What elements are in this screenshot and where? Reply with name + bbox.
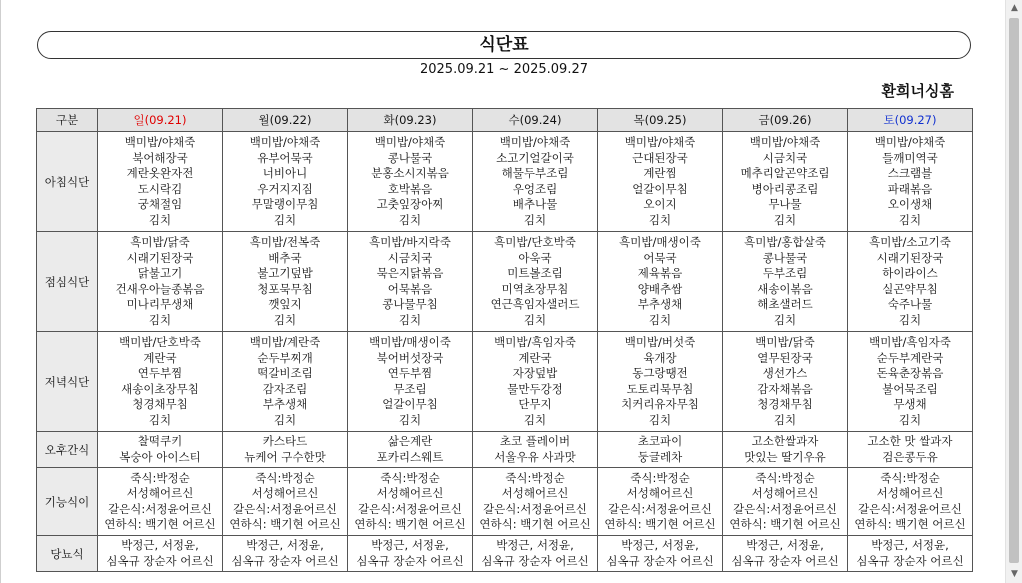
- meal-row-label: 오후간식: [37, 432, 98, 468]
- menu-item: 연하식: 백기현 어르신: [854, 517, 966, 531]
- meal-row: [37, 432, 973, 468]
- meal-cell: [848, 536, 973, 572]
- menu-item: 우거지지짐: [257, 181, 313, 196]
- menu-item: 청포묵무침: [257, 281, 313, 296]
- meal-cell: [348, 132, 473, 232]
- meal-row: [37, 332, 973, 432]
- menu-item: 김치: [398, 412, 422, 427]
- menu-item: 죽식:박정순: [505, 470, 565, 485]
- scroll-thumb[interactable]: [1009, 18, 1019, 563]
- menu-item: 오이생채: [887, 197, 933, 211]
- meal-cell: [598, 232, 723, 332]
- menu-item: 들깨미역국: [882, 150, 938, 165]
- meal-row: [37, 232, 973, 332]
- menu-item: 시금치국: [387, 250, 433, 265]
- menu-item: 어묵볶음: [387, 281, 433, 296]
- menu-item: 백미밥/야채죽: [749, 135, 821, 149]
- menu-item: 박정근, 서정윤,: [121, 538, 199, 552]
- meal-cell: [223, 468, 348, 536]
- menu-item: 무조림: [393, 381, 427, 396]
- menu-item: 김치: [523, 212, 547, 227]
- menu-item: 김치: [648, 312, 672, 327]
- menu-item: 갈은식:서정윤어르신: [733, 501, 837, 516]
- meal-row: [37, 468, 973, 536]
- menu-item: 연하식: 백기현 어르신: [604, 517, 716, 531]
- meal-cell: [723, 232, 848, 332]
- day-header: 금(09.26): [723, 109, 848, 132]
- menu-item: 병아리콩조림: [751, 181, 819, 196]
- menu-item: 도토리묵무침: [626, 381, 694, 396]
- menu-item: 카스타드: [262, 434, 308, 448]
- menu-item: 무나물: [768, 197, 802, 211]
- meal-cell: [98, 536, 223, 572]
- menu-item: 김치: [398, 312, 422, 327]
- menu-item: 떡갈비조림: [257, 366, 313, 380]
- menu-item: 맛있는 딸기우유: [744, 449, 826, 464]
- meal-cell: [348, 536, 473, 572]
- meal-cell: [223, 132, 348, 232]
- menu-item: 메추리알곤약조림: [740, 166, 830, 180]
- menu-item: 콩나물국: [762, 250, 808, 265]
- menu-item: 계란국: [143, 350, 177, 365]
- menu-item: 순두부찌개: [257, 350, 313, 365]
- menu-item: 서성해어르신: [501, 486, 569, 500]
- menu-item: 죽식:박정순: [130, 470, 190, 485]
- menu-item: 심옥규 장순자 어르신: [731, 553, 839, 568]
- menu-item: 둥글레차: [637, 449, 683, 464]
- menu-item: 고소한 맛 쌀과자: [867, 434, 953, 448]
- meal-row-label: 기능식이: [37, 468, 98, 536]
- menu-item: 우엉조림: [512, 181, 558, 196]
- menu-item: 심옥규 장순자 어르신: [481, 553, 589, 568]
- menu-item: 백미밥/매생이죽: [369, 335, 451, 349]
- date-range: 2025.09.21 ~ 2025.09.27: [419, 62, 589, 77]
- menu-item: 김치: [773, 412, 797, 427]
- menu-item: 죽식:박정순: [880, 470, 940, 485]
- menu-item: 하이라이스: [882, 266, 938, 280]
- menu-item: 육개장: [643, 350, 677, 365]
- menu-item: 고소한쌀과자: [751, 434, 819, 448]
- menu-item: 김치: [773, 312, 797, 327]
- meal-cell: [223, 536, 348, 572]
- menu-item: 죽식:박정순: [255, 470, 315, 485]
- menu-item: 숙주나물: [887, 297, 933, 311]
- menu-item: 감자조림: [262, 381, 308, 396]
- menu-item: 박정근, 서정윤,: [371, 538, 449, 552]
- meal-row-label: 점심식단: [37, 232, 98, 332]
- menu-item: 갈은식:서정윤어르신: [483, 501, 587, 516]
- menu-item: 흑미밥/홍합살죽: [744, 235, 826, 249]
- menu-item: 청경채무침: [132, 397, 188, 411]
- menu-item: 김치: [148, 212, 172, 227]
- meal-row: [37, 536, 973, 572]
- meal-cell: [223, 332, 348, 432]
- menu-item: 박정근, 서정윤,: [621, 538, 699, 552]
- menu-item: 궁채절임: [137, 197, 183, 211]
- menu-item: 해초샐러드: [757, 297, 813, 311]
- meal-cell: [98, 232, 223, 332]
- meal-cell: [348, 332, 473, 432]
- menu-item: 초코 플레이버: [499, 434, 571, 448]
- menu-item: 심옥규 장순자 어르신: [231, 553, 339, 568]
- menu-item: 심옥규 장순자 어르신: [606, 553, 714, 568]
- meal-cell: [98, 468, 223, 536]
- menu-item: 유부어묵국: [257, 150, 313, 165]
- meal-cell: [473, 332, 598, 432]
- menu-item: 부추생채: [637, 297, 683, 311]
- menu-item: 갈은식:서정윤어르신: [858, 501, 962, 516]
- menu-item: 계란국: [518, 350, 552, 365]
- meal-cell: [723, 468, 848, 536]
- meal-cell: [848, 332, 973, 432]
- menu-item: 콩나물무침: [382, 297, 438, 311]
- menu-item: 김치: [148, 412, 172, 427]
- menu-item: 검은콩두유: [882, 449, 938, 464]
- menu-item: 뉴케어 구수한맛: [244, 449, 326, 464]
- meal-cell: [348, 232, 473, 332]
- meal-row: [37, 132, 973, 232]
- meal-cell: [598, 536, 723, 572]
- menu-item: 미트볼조림: [507, 266, 563, 280]
- menu-item: 김치: [648, 212, 672, 227]
- meal-cell: [473, 536, 598, 572]
- meal-cell: [598, 432, 723, 468]
- menu-item: 얼갈이무침: [632, 181, 688, 196]
- menu-item: 백미밥/야채죽: [124, 135, 196, 149]
- menu-item: 연하식: 백기현 어르신: [479, 517, 591, 531]
- menu-item: 흑미밥/단호박죽: [494, 235, 576, 249]
- table-header-row: [37, 109, 973, 132]
- menu-item: 오이지: [643, 197, 677, 211]
- menu-item: 갈은식:서정윤어르신: [108, 501, 212, 516]
- menu-item: 심옥규 장순자 어르신: [856, 553, 964, 568]
- menu-item: 깻잎지: [268, 297, 302, 311]
- menu-item: 김치: [523, 412, 547, 427]
- meal-cell: [473, 132, 598, 232]
- menu-item: 스크램블: [887, 166, 933, 180]
- menu-item: 시금치국: [762, 150, 808, 165]
- menu-item: 김치: [273, 312, 297, 327]
- menu-title: 식단표: [37, 31, 971, 59]
- menu-item: 박정근, 서정윤,: [746, 538, 824, 552]
- menu-item: 갈은식:서정윤어르신: [358, 501, 462, 516]
- meal-cell: [473, 432, 598, 468]
- menu-item: 죽식:박정순: [630, 470, 690, 485]
- menu-item: 도시락김: [137, 181, 183, 196]
- menu-item: 김치: [523, 312, 547, 327]
- menu-item: 흑미밥/닭죽: [130, 235, 190, 249]
- menu-item: 두부조림: [762, 266, 808, 280]
- menu-item: 물만두강정: [507, 381, 563, 396]
- menu-item: 시래기된장국: [876, 250, 944, 265]
- meal-cell: [598, 332, 723, 432]
- meal-row-label: 저녁식단: [37, 332, 98, 432]
- menu-item: 호박볶음: [387, 181, 433, 196]
- meal-cell: [848, 232, 973, 332]
- menu-item: 제육볶음: [637, 266, 683, 280]
- menu-item: 양배추쌈: [637, 281, 683, 296]
- menu-item: 연하식: 백기현 어르신: [354, 517, 466, 531]
- menu-item: 백미밥/야채죽: [499, 135, 571, 149]
- menu-item: 동그랑땡전: [632, 366, 688, 380]
- meal-cell: [723, 132, 848, 232]
- menu-item: 실곤약무침: [882, 281, 938, 296]
- meal-cell: [848, 132, 973, 232]
- menu-item: 백미밥/야채죽: [249, 135, 321, 149]
- meal-cell: [723, 432, 848, 468]
- meal-cell: [98, 432, 223, 468]
- menu-item: 연근흑임자샐러드: [490, 297, 580, 311]
- menu-item: 김치: [273, 412, 297, 427]
- menu-item: 얼갈이무침: [382, 397, 438, 411]
- meal-cell: [848, 468, 973, 536]
- day-header: 화(09.23): [348, 109, 473, 132]
- day-header: 수(09.24): [473, 109, 598, 132]
- menu-item: 죽식:박정순: [380, 470, 440, 485]
- menu-item: 너비아니: [262, 166, 308, 180]
- menu-item: 묵은지닭볶음: [376, 266, 444, 280]
- menu-item: 배추국: [268, 250, 302, 265]
- menu-item: 돈육춘장볶음: [876, 366, 944, 380]
- menu-item: 흑미밥/바지락죽: [369, 235, 451, 249]
- menu-item: 서성해어르신: [876, 486, 944, 500]
- menu-item: 북어해장국: [132, 150, 188, 165]
- menu-item: 죽식:박정순: [755, 470, 815, 485]
- menu-item: 단무지: [518, 397, 552, 411]
- meal-cell: [223, 432, 348, 468]
- menu-item: 근대된장국: [632, 150, 688, 165]
- menu-item: 서성해어르신: [376, 486, 444, 500]
- menu-item: 초코파이: [637, 434, 683, 448]
- meal-cell: [598, 468, 723, 536]
- menu-item: 감자채볶음: [757, 381, 813, 396]
- menu-item: 박정근, 서정윤,: [496, 538, 574, 552]
- menu-item: 백미밥/흑임자죽: [869, 335, 951, 349]
- menu-item: 연하식: 백기현 어르신: [729, 517, 841, 531]
- menu-item: 열무된장국: [757, 350, 813, 365]
- menu-item: 새송이볶음: [757, 281, 813, 296]
- menu-item: 콩나물국: [387, 150, 433, 165]
- menu-item: 찰떡쿠키: [137, 434, 183, 448]
- menu-item: 백미밥/야채죽: [624, 135, 696, 149]
- menu-item: 건새우아늘종볶음: [115, 281, 205, 296]
- meal-cell: [223, 232, 348, 332]
- menu-item: 김치: [148, 312, 172, 327]
- menu-item: 무말랭이무침: [251, 197, 319, 211]
- meal-cell: [723, 536, 848, 572]
- menu-item: 서울우유 사과맛: [494, 449, 576, 464]
- menu-item: 심옥규 장순자 어르신: [356, 553, 464, 568]
- menu-item: 서성해어르신: [626, 486, 694, 500]
- menu-item: 시래기된장국: [126, 250, 194, 265]
- menu-item: 서성해어르신: [251, 486, 319, 500]
- menu-item: 박정근, 서정윤,: [246, 538, 324, 552]
- menu-item: 갈은식:서정윤어르신: [608, 501, 712, 516]
- menu-item: 박정근, 서정윤,: [871, 538, 949, 552]
- menu-item: 청경채무침: [757, 397, 813, 411]
- meal-row-label: 당뇨식: [37, 536, 98, 572]
- scroll-up-arrow-icon[interactable]: ▲: [1011, 3, 1018, 13]
- menu-item: 서성해어르신: [751, 486, 819, 500]
- menu-item: 연두부찜: [137, 366, 183, 380]
- menu-item: 고춧잎장아찌: [376, 197, 444, 211]
- menu-item: 파래볶음: [887, 181, 933, 196]
- menu-item: 불고기덮밥: [257, 266, 313, 280]
- menu-item: 김치: [648, 412, 672, 427]
- menu-item: 배추나물: [512, 197, 558, 211]
- meal-cell: [98, 332, 223, 432]
- menu-item: 분홍소시지볶음: [371, 166, 449, 180]
- menu-item: 갈은식:서정윤어르신: [233, 501, 337, 516]
- menu-item: 복숭아 아이스티: [119, 449, 201, 464]
- menu-item: 김치: [273, 212, 297, 227]
- menu-item: 백미밥/닭죽: [755, 335, 815, 349]
- day-header: 목(09.25): [598, 109, 723, 132]
- meal-cell: [848, 432, 973, 468]
- menu-item: 서성해어르신: [126, 486, 194, 500]
- scroll-down-arrow-icon[interactable]: ▼: [1011, 569, 1018, 579]
- menu-item: 흑미밥/매생이죽: [619, 235, 701, 249]
- menu-item: 김치: [898, 312, 922, 327]
- menu-item: 김치: [773, 212, 797, 227]
- menu-item: 흑미밥/전복죽: [249, 235, 321, 249]
- vertical-scrollbar[interactable]: [1005, 0, 1022, 583]
- menu-item: 닭불고기: [137, 266, 183, 280]
- menu-item: 백미밥/야채죽: [374, 135, 446, 149]
- day-header: 토(09.27): [848, 109, 973, 132]
- meal-cell: [348, 468, 473, 536]
- menu-item: 김치: [898, 412, 922, 427]
- corner-header: 구분: [37, 109, 98, 132]
- menu-item: 심옥규 장순자 어르신: [106, 553, 214, 568]
- menu-item: 치커리유자무침: [621, 397, 699, 411]
- menu-item: 순두부계란국: [876, 350, 944, 365]
- menu-item: 포카리스웨트: [376, 449, 444, 464]
- meal-row-label: 아침식단: [37, 132, 98, 232]
- menu-item: 새송이초장무침: [121, 381, 199, 396]
- menu-item: 불어묵조림: [882, 381, 938, 396]
- menu-item: 생선가스: [762, 366, 808, 380]
- menu-item: 백미밥/계란죽: [249, 335, 321, 349]
- menu-item: 백미밥/흑임자죽: [494, 335, 576, 349]
- menu-item: 해물두부조림: [501, 166, 569, 180]
- menu-item: 흑미밥/소고기죽: [869, 235, 951, 249]
- menu-item: 삶은계란: [387, 434, 433, 448]
- day-header: 월(09.22): [223, 109, 348, 132]
- menu-item: 소고기얼갈이국: [496, 150, 574, 165]
- menu-item: 미역초장무침: [501, 281, 569, 296]
- menu-item: 김치: [898, 212, 922, 227]
- meal-table: [36, 108, 973, 572]
- menu-item: 김치: [398, 212, 422, 227]
- menu-item: 아욱국: [518, 250, 552, 265]
- menu-item: 계란찜: [643, 166, 677, 180]
- meal-cell: [348, 432, 473, 468]
- menu-item: 어묵국: [643, 250, 677, 265]
- meal-cell: [98, 132, 223, 232]
- menu-item: 백미밥/단호박죽: [119, 335, 201, 349]
- menu-item: 연하식: 백기현 어르신: [229, 517, 341, 531]
- menu-item: 미나리무생채: [126, 297, 194, 311]
- menu-item: 계란옷완자전: [126, 166, 194, 180]
- menu-item: 연두부찜: [387, 366, 433, 380]
- meal-cell: [473, 468, 598, 536]
- menu-item: 부추생채: [262, 397, 308, 411]
- meal-cell: [598, 132, 723, 232]
- menu-item: 북어버섯장국: [376, 350, 444, 365]
- menu-item: 백미밥/버섯죽: [624, 335, 696, 349]
- menu-item: 무생채: [893, 397, 927, 411]
- menu-item: 연하식: 백기현 어르신: [104, 517, 216, 531]
- menu-item: 자장덮밥: [512, 366, 558, 380]
- meal-cell: [723, 332, 848, 432]
- facility-name: 환희너싱홈: [881, 82, 954, 100]
- menu-item: 백미밥/야채죽: [874, 135, 946, 149]
- day-header: 일(09.21): [98, 109, 223, 132]
- meal-cell: [473, 232, 598, 332]
